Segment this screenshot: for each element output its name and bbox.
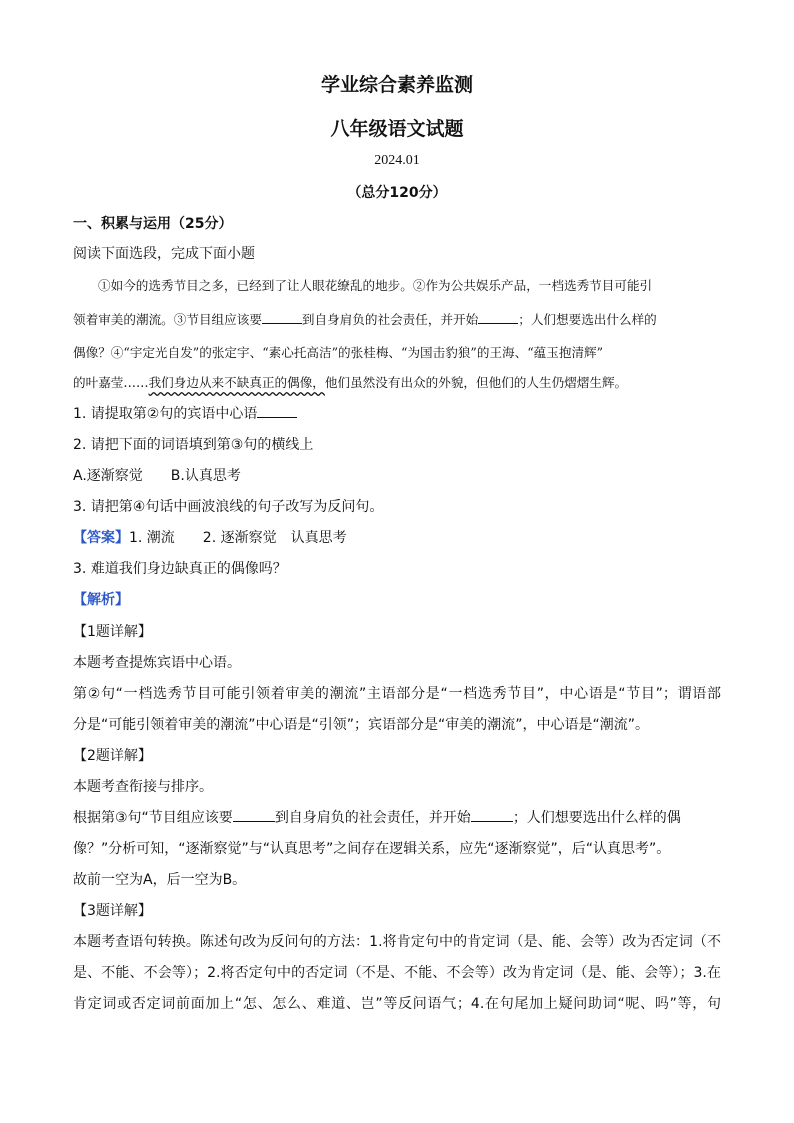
question-1 [73, 403, 297, 423]
detail-1-line-2: 第②句“一档选秀节目可能引领着审美的潮流”主语部分是“一档选秀节目”，中心语是“节目”；谓语部 [73, 686, 721, 702]
detail-2-line-4: 故前一空为A，后一空为B。 [73, 872, 247, 888]
passage-text: 的叶嘉莹…… [73, 375, 149, 390]
fill-blank [233, 809, 275, 822]
passage-text: ①如今的选秀节目之多，已经到了让人眼花缭乱的地步。②作为公共娱乐产品，一档选秀节目可能引 [98, 278, 653, 293]
question-3: 3. 请把第④句话中画波浪线的句子改写为反问句。 [73, 499, 384, 515]
exam-title: 学业综合素养监测 [320, 74, 473, 96]
passage-line-2 [73, 309, 721, 328]
wavy-underlined-sentence: 我们身边从来不缺真正的偶像， [148, 375, 325, 390]
detail-3-line-2: 是、不能、不会等）；2.将否定句中的否定词（不是、不能、不会等）改为肯定词（是、能、会等）；3.在 [73, 965, 721, 981]
fill-blank [262, 311, 302, 324]
detail-text: 根据第③句“节目组应该要 [73, 810, 233, 826]
detail-text: ；人们想要选出什么样的偶 [512, 810, 681, 826]
passage-text: 领着审美的潮流。③节目组应该要 [73, 312, 262, 327]
detail-2-line-2 [73, 807, 681, 827]
passage-line-1 [98, 275, 720, 294]
total-score: （总分120分） [347, 185, 447, 201]
detail-3-line-3: 肯定词或否定词前面加上“怎、怎么、难道、岂”等反问语气；4.在句尾加上疑问助词“呢、吗”等，句 [73, 996, 721, 1012]
answer-line-2: 3. 难道我们身边缺真正的偶像吗？ [73, 561, 287, 577]
detail-3-heading: 【3题详解】 [73, 903, 152, 919]
passage-text: ；人们想要选出什么样的 [518, 312, 657, 327]
question-text: 1. 请提取第②句的宾语中心语 [73, 406, 258, 422]
question-2-options: A.逐渐察觉 B.认真思考 [73, 468, 241, 484]
passage-text: 偶像？④“宇定光自发”的张定宇、“素心托高洁”的张桂梅、“为国击豹狼”的王海、“蕴玉抱清辉” [73, 345, 604, 360]
exam-subtitle: 八年级语文试题 [330, 118, 464, 140]
passage-line-3 [73, 342, 721, 361]
fill-blank [471, 809, 513, 822]
exam-date: 2024.01 [374, 153, 420, 168]
question-2: 2. 请把下面的词语填到第③句的横线上 [73, 437, 314, 453]
analysis-label: 【解析】 [73, 592, 129, 608]
fill-blank [257, 405, 297, 418]
passage-text: 到自身肩负的社会责任，并开始 [301, 312, 479, 327]
answer-label: 【答案】 [73, 530, 129, 546]
detail-text: 到自身肩负的社会责任，并开始 [274, 810, 471, 826]
detail-2-line-1: 本题考查衔接与排序。 [73, 779, 213, 795]
instruction: 阅读下面选段，完成下面小题 [73, 246, 255, 262]
detail-1-heading: 【1题详解】 [73, 624, 152, 640]
passage-text: 他们虽然没有出众的外貌，但他们的人生仍熠熠生辉。 [324, 375, 628, 390]
detail-1-line-1: 本题考查提炼宾语中心语。 [73, 655, 241, 671]
detail-2-line-3: 像？”分析可知，“逐渐察觉”与“认真思考”之间存在逻辑关系，应先“逐渐察觉”，后“认真思考”。 [73, 841, 671, 857]
answer-line [73, 527, 347, 547]
answer-text: 1. 潮流 2. 逐渐察觉 认真思考 [129, 530, 347, 546]
section-heading: 一、积累与运用（25分） [73, 216, 233, 232]
detail-1-line-3: 分是“可能引领着审美的潮流”中心语是“引领”；宾语部分是“审美的潮流”，中心语是“潮流”。 [73, 717, 650, 733]
passage-line-4 [73, 372, 721, 391]
detail-2-heading: 【2题详解】 [73, 748, 152, 764]
fill-blank [478, 311, 518, 324]
detail-3-line-1: 本题考查语句转换。陈述句改为反问句的方法：1.将肯定句中的肯定词（是、能、会等）改为否定词（不 [73, 934, 721, 950]
